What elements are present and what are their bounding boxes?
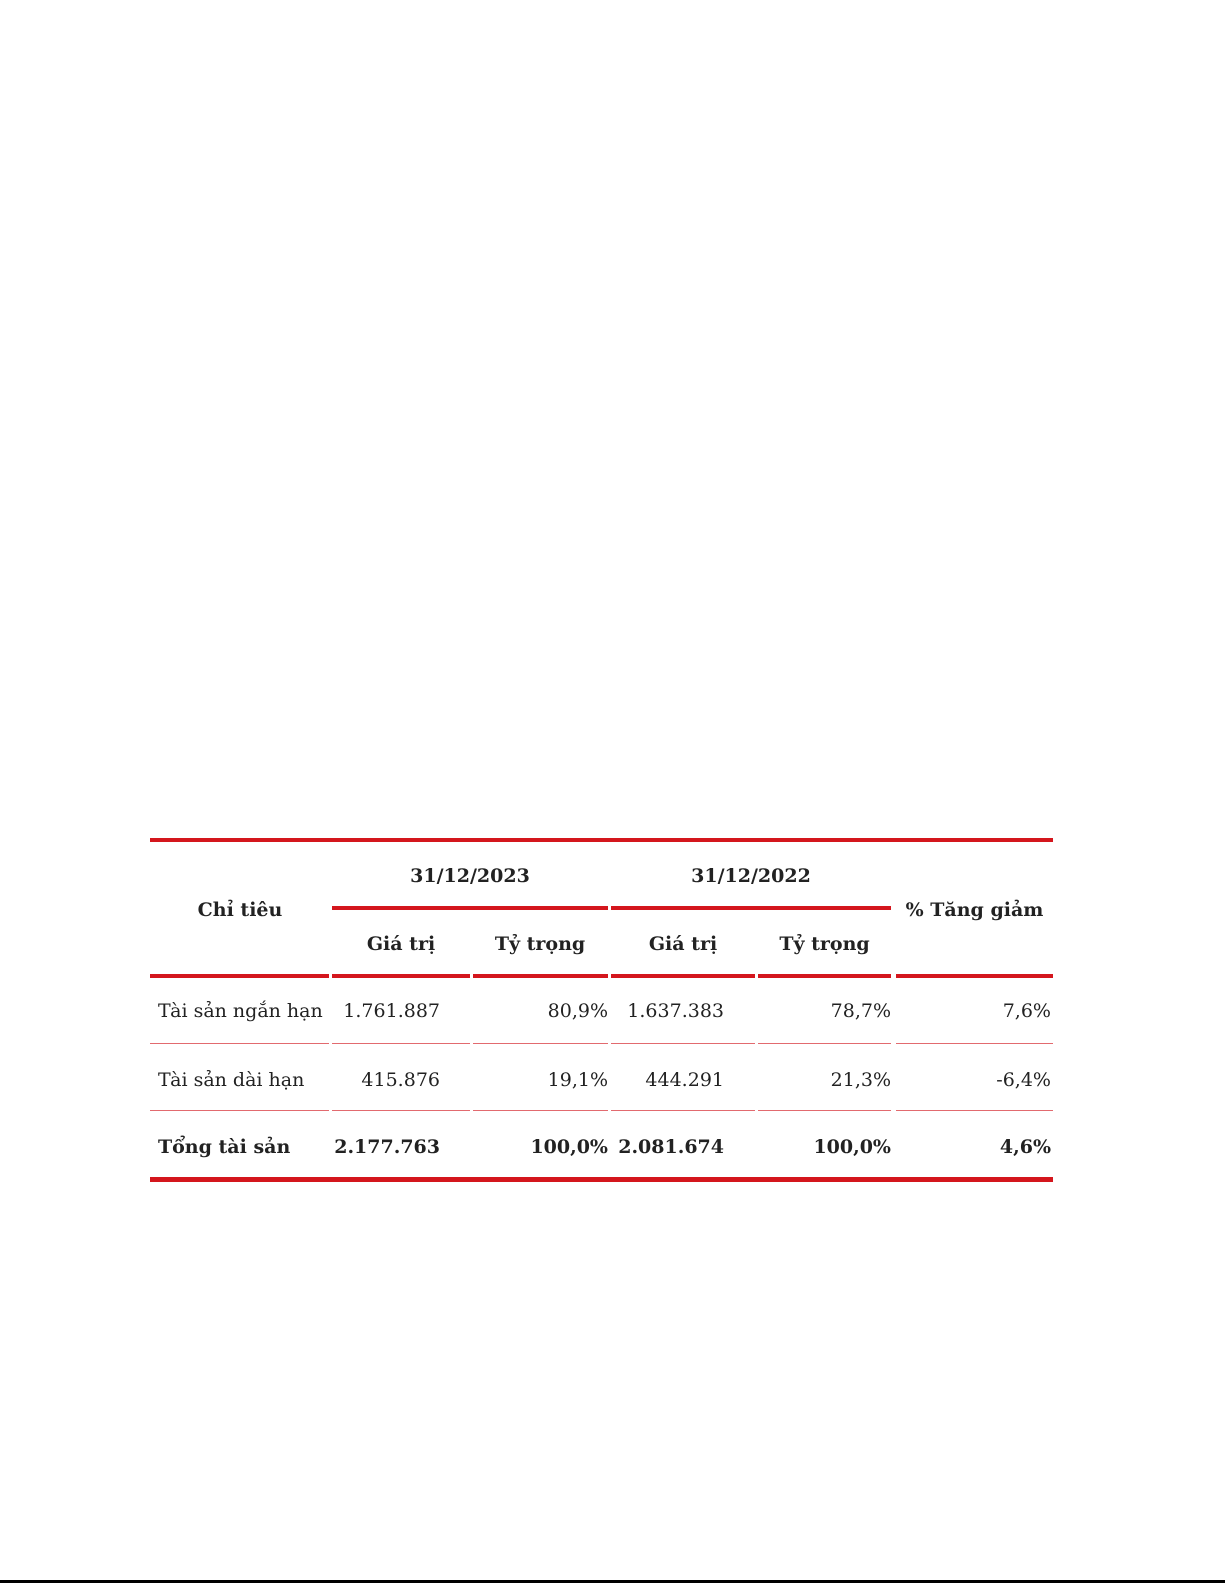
cell-value-2023: 2.177.763 [334,1136,440,1158]
row-divider [150,1110,329,1111]
cell-share-2023: 80,9% [547,1000,608,1022]
cell-change: 7,6% [1002,1000,1051,1022]
subheader-value-2022: Giá trị [648,933,718,955]
row-divider [758,1110,891,1111]
header-bottom-rule [758,974,891,978]
row-divider [332,1043,470,1044]
cell-change: 4,6% [999,1136,1051,1158]
row-divider [150,1043,329,1044]
header-period-2022: 31/12/2022 [691,865,811,887]
table-top-rule [150,838,1053,842]
cell-share-2022: 100,0% [813,1136,891,1158]
cell-share-2022: 78,7% [830,1000,891,1022]
cell-value-2023: 415.876 [361,1069,440,1091]
row-label: Tài sản ngắn hạn [158,1000,323,1022]
cell-value-2023: 1.761.887 [343,1000,440,1022]
header-period-2023: 31/12/2023 [410,865,530,887]
row-divider [611,1043,755,1044]
cell-value-2022: 2.081.674 [618,1136,724,1158]
cell-share-2023: 19,1% [547,1069,608,1091]
row-divider [473,1110,608,1111]
cell-change: -6,4% [996,1069,1051,1091]
header-bottom-rule [150,974,329,978]
subheader-share-2023: Tỷ trọng [494,933,586,955]
row-divider [473,1043,608,1044]
header-bottom-rule [473,974,608,978]
subheader-value-2023: Giá trị [366,933,436,955]
cell-share-2022: 21,3% [830,1069,891,1091]
row-label: Tài sản dài hạn [158,1069,305,1091]
page-bottom-border [0,1580,1225,1583]
header-period-2022-rule [611,906,891,910]
row-divider [611,1110,755,1111]
header-period-2023-rule [332,906,608,910]
cell-value-2022: 444.291 [645,1069,724,1091]
header-bottom-rule [611,974,755,978]
row-divider [332,1110,470,1111]
row-divider [896,1043,1053,1044]
row-divider [896,1110,1053,1111]
table-bottom-rule [150,1177,1053,1182]
row-label: Tổng tài sản [158,1136,291,1158]
subheader-share-2022: Tỷ trọng [779,933,870,955]
row-divider [758,1043,891,1044]
header-bottom-rule [332,974,470,978]
header-bottom-rule [896,974,1053,978]
header-change: % Tăng giảm [905,899,1044,921]
header-indicator: Chỉ tiêu [197,899,283,921]
cell-share-2023: 100,0% [530,1136,608,1158]
cell-value-2022: 1.637.383 [627,1000,724,1022]
asset-structure-table [150,838,1053,1186]
